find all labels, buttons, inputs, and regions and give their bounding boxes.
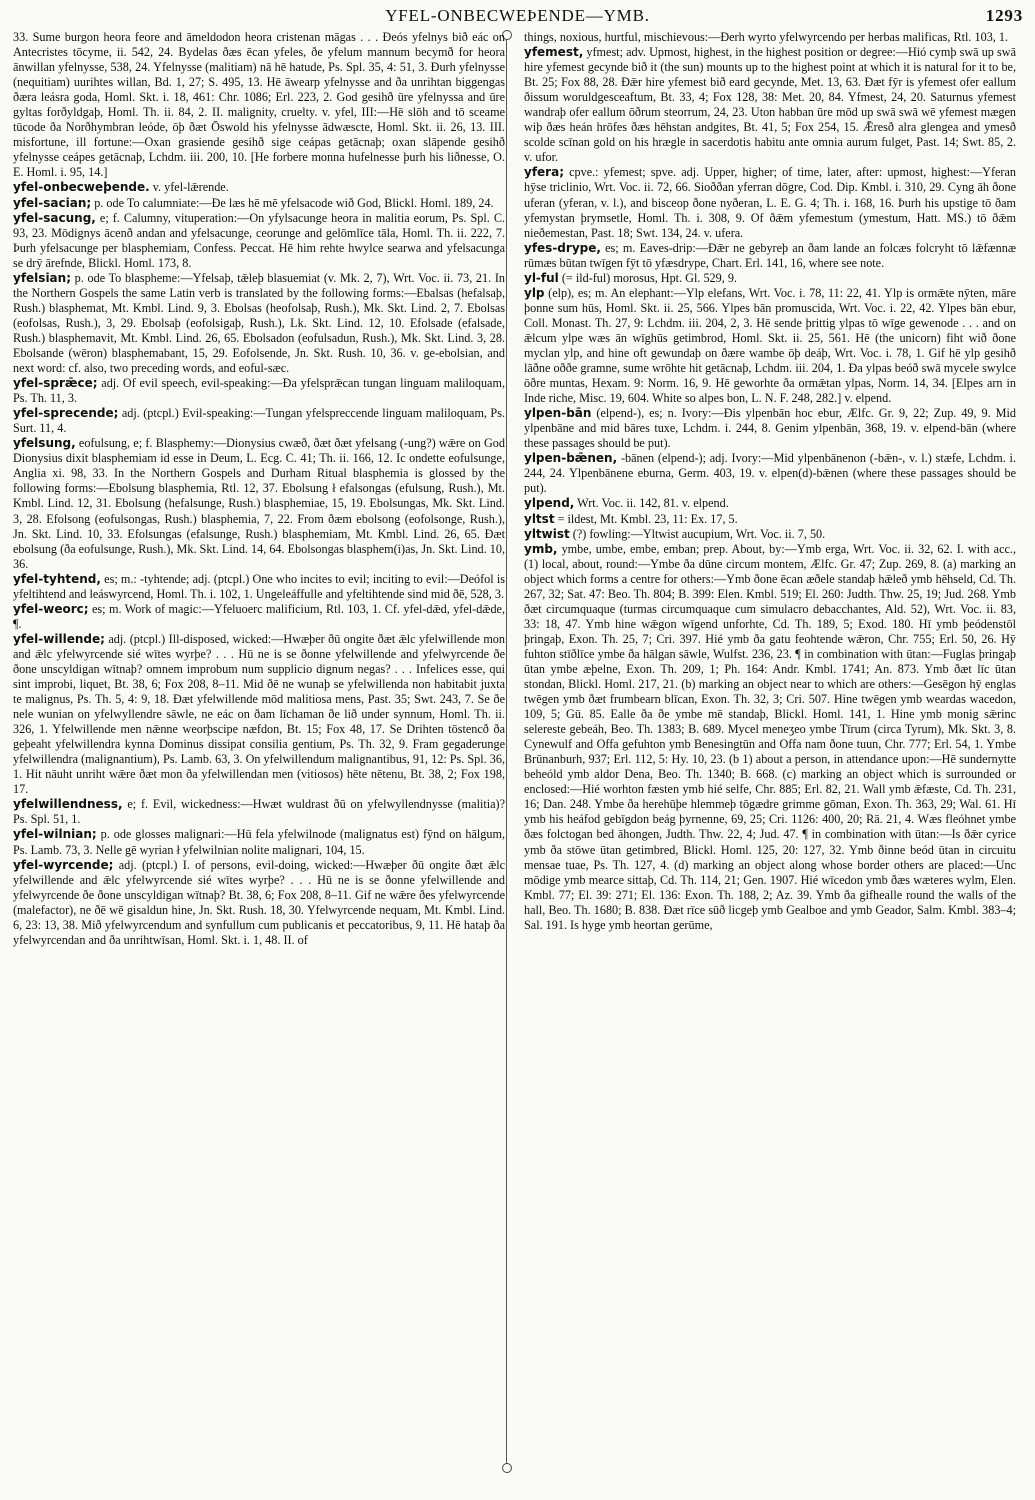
- dictionary-entry: [13, 376, 505, 406]
- entry-text: p. ode glosses malignari:—Hū fela yfelwilnode (malignatus est) fȳnd on hālgum, Ps. Lamb. 73, 3. Nelle gē wyrian ł yfelwilnian nolite malignari, 104, 15.: [13, 827, 505, 857]
- entry-headword: yltst: [524, 511, 555, 526]
- entry-text: p. ode To blaspheme:—Yfelsaþ, tǣleþ blasuemiat (v. Mk. 2, 7), Wrt. Voc. ii. 73, 21. In the Northern Gospels the same Latin verb is translated by the following forms:—Ebalsas (hefalsaþ, Rush.) blasphemat, Mt. Kmbl. Lind. 9, 3. Ebolsas (heofolsaþ, Rush.), Mk. Skt. Lind. 2, 7. Ebolsas (eofolsas, Rush.), 3, 29. Ebolsaþ (eofolsigaþ, Rush.), Lk. Skt. Lind. 12, 10. Efolsade (efalsade, Rush.) blasphemavit, Mt. Kmbl. Lind. 26, 65. Ebolsadon (eofulsadun, Rush.), Mk. Skt. Lind. 3, 28. Ebolsande (wēron) blasphemabant, 15, 29. Eofolsende, Jn. Skt. Rush. 10, 36. v. ge-ebolsian, and next word: cf. also, two preceding words, and eoful-sæc.: [13, 270, 505, 376]
- entry-headword: ymb,: [524, 541, 558, 556]
- entry-text: (elp), es; m. An elephant:—Ylp elefans, Wrt. Voc. i. 78, 11: 22, 41. Ylp is ormǣte nȳten, māre þonne sum hūs, Homl. Skt. ii. 25, 566. Ylpes bān promuscida, Wrt. Voc. i. 22, 42. Ylpes bān ebur, Coll. Monast. Th. 27, 9: Lchdm. iii. 204, 2, 3. Hē sende þrittig ylpas tō wīge gewenode . . . and on ǣlcum ylpe wæs ān wīghūs getimbrod, Homl. Skt. ii. 25, 561. Hē (the unicorn) fiht wið ðone myclan ylp, and hine oft gewundaþ on ðære wambe ōþ deáþ, Wrt. Voc. i. 78, 1. Gif hē ylp gesihð lāðne oððe gramne, sume wrōhte hit getācnaþ, Lchdm. iii. 204, 1. Ða ylpas beóð swā mycele swylce ōðre muntas, Hexam. 9: Norm. 16, 9. Hē geworhte ða ormǣtan ylpas, Norm. 14, 34. [Elpes arn in Inde riche, Misc. 19, 604. White so alpes bon, L. N. F. 248, 282.] v. elpend.: [524, 285, 1016, 406]
- dictionary-entry: [524, 45, 1016, 165]
- entry-text: es; m.: -tyhtende; adj. (ptcpl.) One who incites to evil; inciting to evil:—Deófol is yfeltihtend and leáswyrcend, Homl. Th. i. 102, 1. Ungeleáffulle and yfeltihtende sind mid ðē, 528, 3.: [13, 571, 505, 601]
- dictionary-entry: [524, 451, 1016, 496]
- dictionary-entry: [524, 241, 1016, 271]
- entry-text: ymbe, umbe, embe, emban; prep. About, by:—Ymb erga, Wrt. Voc. ii. 32, 62. I. with acc., (1) local, about, round:—Ymbe ða dūne circum montem, Ælfc. Gr. 47; Zup. 269, 8. (a) marking an object which forms a centre for others:—Ymb ðone ēcan æðele standaþ hǣleð ymb hēhseld, Cd. Th. 267, 32; Sat. 47: Beo. Th. 804; B. 399: Elen. Kmbl. 519; El. 260: Judth. Thw. 25, 19; Jud. 268. Ymb ðæt circumquaque (turmas circumquaque cum simulacro debacchantes, Ald. 52), Wrt. Voc. ii. 83, 33: 18, 47. Ymb hine wǣgon wīgend unforhte, Cd. Th. 189, 5; Exod. 180. Hī ymb þeódenstōl þringaþ, Exon. Th. 25, 7; Cri. 397. Hié ymb ða gatu feohtende wǣron, Chr. 755; Erl. 50, 26. Hȳ fuhton stīðlīce ymbe ða hālgan sāwle, Wulfst. 236, 23. ¶ in combination with ūtan:—Fuglas þringaþ ūtan ymbe æþelne, Exon. Th. 209, 1; Ph. 164: Andr. Kmbl. 1741; An. 873. Ymb ðæt līc ūtan stondan, Blickl. Homl. 217, 21. (b) marking an object near to which are others:—Gesēgon hȳ englas twēgen ymb ðæt frumbearn blīcan, Exon. Th. 32, 3; Cri. 507. Hine twēgen ymb weardas wacedon, 109, 5; Gū. 85. Ealle ða ðe ymbe mē standaþ, Blickl. Homl. 141, 1. Hine ymb monig sǣrinc selereste gebeáh, Beo. Th. 1383; B. 689. Mycel meneʒeo ymbe Tīrum (circa Tyrum), Mk. Skt. 3, 8. Cynewulf and Offa gefuhton ymb Benesingtūn and Offa nam ðone tuun, Chr. 777; Erl. 54, 1. Ymbe Brūnanburh, 937; Erl. 112, 5: Hy. 10, 23. (b 1) about a person, in attendance upon:—Hē sundernytte beheóld ymb aldor Dena, Beo. Th. 1340; B. 668. (c) marking an object which is surrounded or enclosed:—Hié worhton fæsten ymb hié selfe, Chr. 885; Erl. 82, 21. Wall ymb ǣfæste, Cd. Th. 231, 16; Dan. 248. Ymbe ða herehūþe hlemmeþ tōgædre grimme gōman, Exon. Th. 363, 29; Wal. 61. Hī ymb his heáfod gebīgdon beág þyrnenne, 69, 25; Cri. 1126: 400, 20; Rā. 21, 4. Wæs fleóhnet ymbe ðæs folctogan bed āhongen, Judth. Thw. 22, 4; Jud. 47. ¶ in combination with ūtan:—Is ðǣr cyrice ymb ða stōwe ūtan getimbred, Blickl. Homl. 125, 20: 127, 32. Ymb ðinne beód ūtan in circuitu mensae tuae, Ps. Th. 127, 4. (d) marking an object along whose border others are placed:—Unc mōdige ymb mearce sittaþ, Cd. Th. 114, 21; Gen. 1907. Hié wīcedon ymb ðæs wæteres wylm, Elen. Kmbl. 77; El. 39: 271; El. 136: Exon. Th. 188, 2; Az. 39. Ymb ða gifhealle round the walls of the hall, Beo. Th. 1680; B. 838. Ðæt rīce sūð licgeþ ymb Gealboe and ymb Geador, Salm. Kmbl. 383–4; Sal. 191. Is hyge ymb heortan gerūme,: [524, 541, 1016, 932]
- entry-text: es; m. Eaves-drip:—Ðǣr ne gebyreþ an ðam lande an folcæs folcryht tō lǣfænnæ rūmæs būtan twīgen fȳt tō yfæsdrype, Chart. Erl. 141, 16, where see note.: [524, 240, 1016, 270]
- entry-text: e; f. Evil, wickedness:—Hwæt wuldrast ðū on yfelwyllendnysse (malitia)? Ps. Spl. 51, 1.: [13, 797, 505, 827]
- entry-text: Wrt. Voc. ii. 142, 81. v. elpend.: [574, 496, 729, 511]
- entry-headword: yfel-wilnian;: [13, 827, 97, 842]
- dictionary-entry: [524, 165, 1016, 240]
- entry-headword: ylp: [524, 285, 545, 300]
- entry-headword: yfel-sprǣce;: [13, 376, 98, 391]
- entry-text: (= ild-ful) morosus, Hpt. Gl. 529, 9.: [558, 270, 737, 285]
- right-column: [524, 30, 1016, 1470]
- entry-headword: yfelsung,: [13, 436, 76, 451]
- entry-text: -bānen (elpend-); adj. Ivory:—Mid ylpenbānenon (-bǣn-, v. l.) stæfe, Lchdm. i. 244, 24. Ylpenbānene eburna, Germ. 403, 19. v. elpen(d)-bǣnen (where these passages should be put).: [524, 451, 1016, 496]
- dictionary-entry: [13, 572, 505, 602]
- entry-text: (?) fowling:—Yltwist aucupium, Wrt. Voc. ii. 7, 50.: [569, 526, 826, 541]
- entry-headword: yfel-onbecweþende.: [13, 180, 150, 195]
- entry-headword: yfel-sacung,: [13, 210, 96, 225]
- entry-text: adj. (ptcpl.) I. of persons, evil-doing, wicked:—Hwæþer ðū ongite ðæt ǣlc yfelwillende and ǣlc yfelwyrcende sié wītes wyrþe? . . . Hū ne is se ðonne yfelwillende and yfelwyrcende ðe ðone unscyldigan wītnaþ? Bt. 38, 6; Fox 208, 8–11. Gif ne wǣre ðes yfelwyrcende (malefactor), ne ðē wē gisaldun hine, Jn. Skt. Rush. 18, 30. Yfelwyrcende nequam, Mt. Kmbl. Lind. 6, 23: 13, 38. Mið yfelwyrcendum and synfullum cum publicanis et peccatoribus, 9, 11. Hē hataþ ða yfelwyrcendan and ða unrihtwīsan, Homl. Skt. i. 1, 48. II. of: [13, 857, 505, 947]
- running-header: [0, 6, 1035, 28]
- entry-text: = ildest, Mt. Kmbl. 23, 11: Ex. 17, 5.: [554, 511, 738, 526]
- entry-headword: yfel-wyrcende;: [13, 857, 114, 872]
- entry-text: yfmest; adv. Upmost, highest, in the highest position or degree:—Hió cymþ swā up swā hire yfemest gecynde bið it (the sun) mounts up to the highest point at which it is natural for it to be, Bt. 25; Fox 88, 28. Ðǣr hire yfemest bið eard gecynde, Met. 13, 63. Ðæt fȳr is yfemest ofer eallum ðissum woruldgesceaftum, Bt. 33, 4; Fox 128, 38: Met. 20, 84. Yfmest, 24, 20. Saturnus yfemest wandraþ ofer eallum ōðrum steorrum, 24, 23. Uton habban ūre mōd up swā swā wē yfemest mægen wiþ ðæs heán hrōfes ðæs hēhstan andgites, Bt. 41, 5; Fox 254, 15. Ǣresð alra glengea and ymesð scolde scīnan gold on his hrægle in sacerdotis habitu ante omnia aurum fulget, Past. 14; Swt. 85, 2. v. ufor.: [524, 45, 1016, 165]
- entry-text: adj. Of evil speech, evil-speaking:—Ða yfelsprǣcan tungan linguam maliloquam, Ps. Th. 11, 3.: [13, 376, 505, 406]
- entry-text: things, noxious, hurtful, mischievous:—Ðerh wyrto yfelwyrcendo per herbas malificas, Rtl. 103, 1.: [524, 30, 1009, 44]
- dictionary-entry: [13, 211, 505, 271]
- entry-headword: ylpen-bǣnen,: [524, 451, 618, 466]
- entry-text: adj. (ptcpl.) Ill-disposed, wicked:—Hwæþer ðū ongite ðæt ǣlc yfelwillende mon and ǣlc yfelwyrcende sié wītes wyrþe? . . . Hū ne is se ðonne yfelwillende and yfelwyrcende ðe ðone unscyldigan wītnaþ? omnem improbum num supplicio dignum negas? . . . Infelices esse, qui sint improbi, liquet, Bt. 38, 6; Fox 208, 8–11. Mid ðē ne wunaþ se yfelwillenda non habitabit juxta te malignus, Ps. Th. 5, 4: 9, 18. Ðæt yfelwillende mōd malitiosa mens, Past. 35; Swt. 243, 7. Se ðe nele wunian on yfelwyllendre sāwle, ne eác on ðam līchaman ðe lið under synnum, Homl. Th. ii. 326, 1. Yfelwillende men nǣnne weorþscipe næfdon, Bt. 15; Fox 48, 17. Se Drihten tōstencð ða geþeaht yfelwillendra kynna Dominus dissipat consilia gentium, Ps. Th. 32, 9. Fram gegaderunge yfelwillendra (malignantium), Ps. Lamb. 63, 3. On yfelwillendum malignantibus, 91, 12: Ps. Spl. 36, 1. Hit nāuht unriht wǣre ðæt mon ða yfelwillendan men (vitiosos) hēte nētenu, Bt. 38, 2; Fox 198, 17.: [13, 631, 505, 797]
- entry-headword: yl-ful: [524, 270, 559, 285]
- dictionary-entry: [524, 512, 1016, 527]
- dictionary-entry: [524, 527, 1016, 542]
- left-column: [13, 30, 505, 1470]
- dictionary-entry: [524, 496, 1016, 511]
- entry-headword: ylpend,: [524, 496, 575, 511]
- dictionary-entry: [13, 827, 505, 857]
- header-title: YFEL-ONBECWEÞENDE—YMB.: [385, 6, 650, 25]
- page-number: 1293: [985, 6, 1023, 25]
- entry-text: eofulsung, e; f. Blasphemy:—Dionysius cwæð, ðæt ðæt yfelsang (-ung?) wǣre on God Dionysius dixit blasphemiam id esse in Deum, L. Ecg. C. 41; Th. ii. 166, 12. Ic ondette eofulsunge, Anglia xi. 98, 33. In the Northern Gospels and Durham Ritual blasphemia is glossed by the following forms:—Ebolsung blasphemia, Rtl. 12, 37. Ebolsung ł efalsongas (efulsung, Rush.), Mt. Kmbl. Lind. 12, 31. Ebolsung (hefalsunge, Rush.) blasphemiae, 15, 19. Ebolsungas, Mk. Skt. Lind. 3, 28. Efolsong (eofulsongas, Rush.) blasphemia, 7, 22. From ðæm ebolsong (eofolsonge, Rush.), Jn. Skt. Lind. 10, 33. Efolsungas (efalsunge, Rush.) blasphemiam, Mt. Kmbl. Lind. 26, 65. Ðæt ebolsung (ða eofulsunge, Rush.), Mk. Skt. Lind. 14, 64. Ebolsongas blasphem(i)as, Jn. Skt. Lind. 10, 36.: [13, 436, 505, 571]
- dictionary-entry: [13, 436, 505, 571]
- entry-headword: yfelwillendness,: [13, 797, 123, 812]
- dictionary-entry: [13, 271, 505, 376]
- dictionary-entry: [524, 30, 1016, 45]
- entry-text: adj. (ptcpl.) Evil-speaking:—Tungan yfelspreccende linguam maliloquam, Ps. Surt. 11, 4.: [13, 406, 505, 436]
- entry-headword: yfel-willende;: [13, 631, 105, 646]
- entry-text: v. yfel-lǣrende.: [149, 180, 229, 195]
- entry-text: (elpend-), es; n. Ivory:—Ðis ylpenbān hoc ebur, Ælfc. Gr. 9, 22; Zup. 49, 9. Mid ylpenbāne and mid bāres tuxe, Lchdm. i. 244, 8. Genim ylpenbān, 368, 19. v. elpend-bān (where these passages should be put).: [524, 406, 1016, 451]
- entry-headword: yfel-weorc;: [13, 601, 89, 616]
- dictionary-entry: [524, 542, 1016, 933]
- entry-text: p. ode To calumniate:—Ðe læs hē mē yfelsacode wið God, Blickl. Homl. 189, 24.: [91, 195, 494, 210]
- dictionary-entry: [13, 602, 505, 632]
- dictionary-entry: [13, 180, 505, 195]
- dictionary-entry: [524, 406, 1016, 451]
- dictionary-entry: [13, 196, 505, 211]
- entry-headword: yfera;: [524, 165, 564, 180]
- entry-headword: ylpen-bān: [524, 406, 592, 421]
- entry-headword: yfemest,: [524, 45, 584, 60]
- dictionary-entry: [13, 797, 505, 827]
- entry-headword: yfelsian;: [13, 270, 71, 285]
- dictionary-entry: [13, 632, 505, 798]
- dictionary-entry: [13, 858, 505, 948]
- entry-headword: yfel-sacian;: [13, 195, 92, 210]
- entry-headword: yltwist: [524, 526, 570, 541]
- entry-text: cpve.: yfemest; spve. adj. Upper, higher; of time, later, after: upmost, highest:—Yferan hȳse triclinio, Wrt. Voc. ii. 72, 66. Sioððan yferran dōgre, Cod. Dip. Kmbl. i. 310, 29. Cyng āh ðone uferan (yferan, v. l.), and bisceop ðone nyðeran, L. E. G. 4; Th. i. 168, 16. Þurh his upstige tō ðam yfemystan þrymsetle, Homl. Th. i. 308, 9. Of ðǣm yfemestum (ymestum, Hatt. MS.) tō ðǣm nieðemestan, Past. 18; Swt. 134, 24. v. ufera.: [524, 165, 1016, 240]
- entry-text: e; f. Calumny, vituperation:—On yfylsacunge heora in malitia eorum, Ps. Spl. C. 93, 23. Mōdignys ācenð andan and yfelsacunge, ceorunge and gelōmlīce tāla, Homl. Th. ii. 222, 7. Þurh yfelsacunge per blasphemiam, Confess. Peccat. Hē him rehte hwylce searwa and yfelsacunga se drȳ ārefnde, Blickl. Homl. 173, 8.: [13, 210, 505, 270]
- dictionary-entry: [13, 30, 505, 180]
- dictionary-entry: [524, 271, 1016, 286]
- entry-headword: yfes-drype,: [524, 240, 601, 255]
- dictionary-entry: [524, 286, 1016, 406]
- text-columns: [13, 30, 1023, 1470]
- entry-headword: yfel-tyhtend,: [13, 571, 101, 586]
- entry-text: 33. Sume burgon heora feore and āmeldodon heora cristenan māgas . . . Ðeós yfelnys bið eác on Antecristes tōcyme, ii. 542, 24. Bydelas ðæs ēcan yfeles, ðe yfelum mannum becymð for heora ānwillan yfelnysse, 538, 24. Yfelnysse (malitiam) nā hē hatude, Ps. Spl. 35, 4: 51, 3. Ðurh yfelnysse (nequitiam) uurihtes willan, Bd. 1, 27; S. 495, 13. Hē āwearp yfelnysse and ða unrihtan biggengas ðæra leásra goda, Homl. Skt. i. 18, 461: Chr. 1086; Erl. 223, 2. God gesihð ūre yfelnyssa and ūre gyltas forðyldgaþ, Homl. Th. ii. 84, 2. II. malignity, cruelty. v. yfel, III:—Hē slōh and tō sceame tūcode ða Norðhymbran leóde, ōþ ðæt Ōswold his yfelnysse ādwæscte, Homl. Skt. ii. 26, 13. III. misfortune, ill fortune:—Oxan grasiende gesihð sige ceápas getācnaþ; oxan slāpende gesihð yfelnysse ceápes getācnaþ, Lchdm. iii. 200, 10. [He forbere monna hufelnesse þurh his liðnesse, O. E. Homl. i. 95, 14.]: [13, 30, 505, 180]
- entry-text: es; m. Work of magic:—Yfeluoerc malificium, Rtl. 103, 1. Cf. yfel-dǣd, yfel-dǣde, ¶.: [13, 601, 505, 631]
- entry-headword: yfel-sprecende;: [13, 406, 119, 421]
- dictionary-entry: [13, 406, 505, 436]
